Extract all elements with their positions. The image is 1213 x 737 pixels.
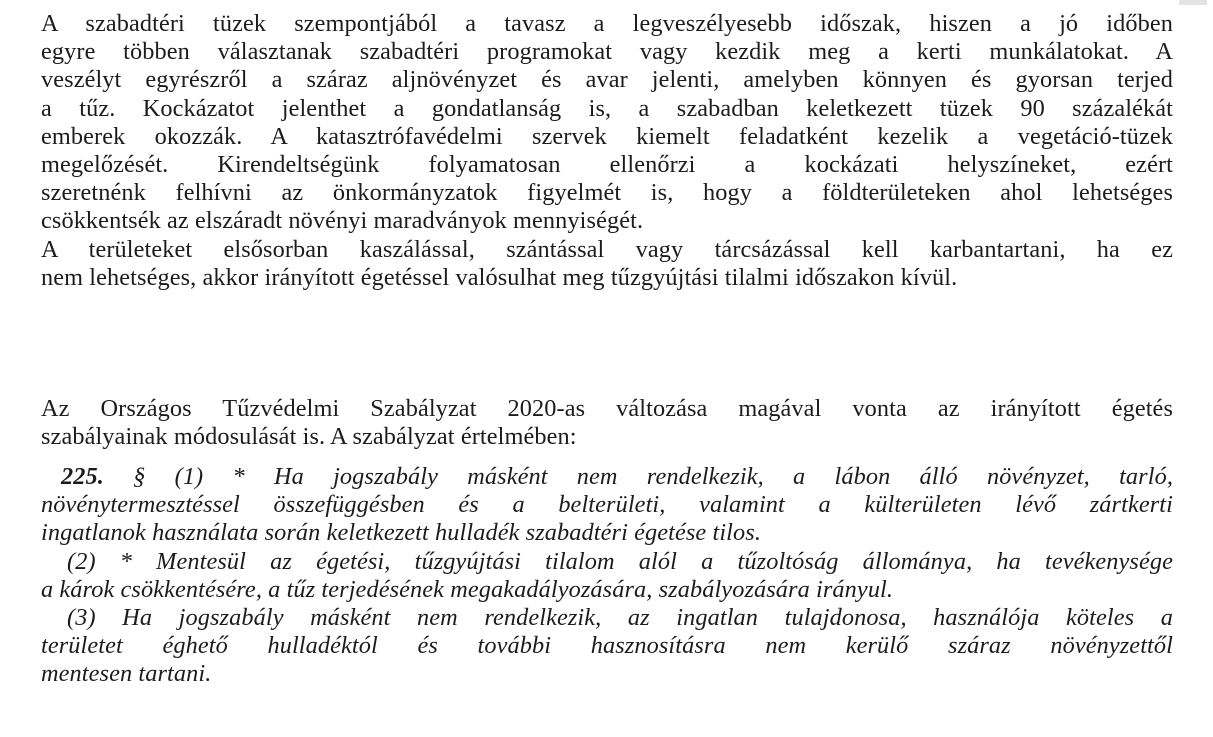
quote-line-section-225: [41, 463, 1173, 491]
text-line: nem lehetséges, akkor irányított égetéssel valósulhat meg tűzgyújtási tilalmi időszakon kívül.: [41, 263, 958, 291]
regulation-quote: [41, 463, 1173, 689]
text-line: A területeket elsősorban kaszálással, szántással vagy tárcsázással kell karbantartani, ha ez: [41, 235, 1173, 263]
text-line: A szabadtéri tüzek szempontjából a tavasz a legveszélyesebb időszak, hiszen a jó időben: [41, 10, 1173, 37]
text-line: Az Országos Tűzvédelmi Szabályzat 2020-as változása magával vonta az irányított égetés: [41, 395, 1173, 422]
scan-artifact: [1179, 0, 1207, 5]
quote-line: területet éghető hulladéktól és további hasznosításra nem kerülő száraz növényzettől: [41, 632, 1173, 660]
text-line: a tűz. Kockázatot jelenthet a gondatlanság is, a szabadban keletkezett tüzek 90 százalékát: [41, 94, 1173, 122]
quote-line: a károk csökkentésére, a tűz terjedésének megakadályozására, szabályozására irányul.: [41, 575, 894, 603]
text-line: szabályainak módosulását is. A szabályzat értelmében:: [41, 423, 577, 451]
text-line: szeretnénk felhívni az önkormányzatok figyelmét is, hogy a földterületeken ahol lehetséges: [41, 179, 1173, 207]
quote-text: § (1) * Ha jogszabály másként nem rendelkezik, a lábon álló növényzet, tarló,: [103, 463, 1173, 490]
quote-line-point-3: (3) Ha jogszabály másként nem rendelkezik, az ingatlan tulajdonosa, használója köteles a: [67, 604, 1173, 632]
quote-line: mentesen tartani.: [41, 660, 212, 688]
quote-line: növénytermesztéssel összefüggésben és a belterületi, valamint a külterületen lévő zártkerti: [41, 491, 1173, 519]
section-number: 225.: [61, 463, 104, 490]
text-line: veszélyt egyrészről a száraz aljnövényzet és avar jelenti, amelyben könnyen és gyorsan terjed: [41, 66, 1173, 94]
paragraph-regulation-intro: [41, 395, 1173, 451]
text-line: csökkentsék az elszáradt növényi maradványok mennyiségét.: [41, 207, 644, 235]
quote-line-point-2: (2) * Mentesül az égetési, tűzgyújtási tilalom alól a tűzoltóság állománya, ha tevékenysége: [67, 547, 1173, 575]
text-line: megelőzését. Kirendeltségünk folyamatosan ellenőrzi a kockázati helyszíneket, ezért: [41, 151, 1173, 179]
text-line: emberek okozzák. A katasztrófavédelmi szervek kiemelt feladatként kezelik a vegetáció-tüzek: [41, 122, 1173, 150]
text-line: egyre többen választanak szabadtéri programokat vagy kezdik meg a kerti munkálatokat. A: [41, 38, 1173, 66]
paragraph-intro: [41, 10, 1173, 292]
quote-line: ingatlanok használata során keletkezett hulladék szabadtéri égetése tilos.: [41, 519, 761, 547]
